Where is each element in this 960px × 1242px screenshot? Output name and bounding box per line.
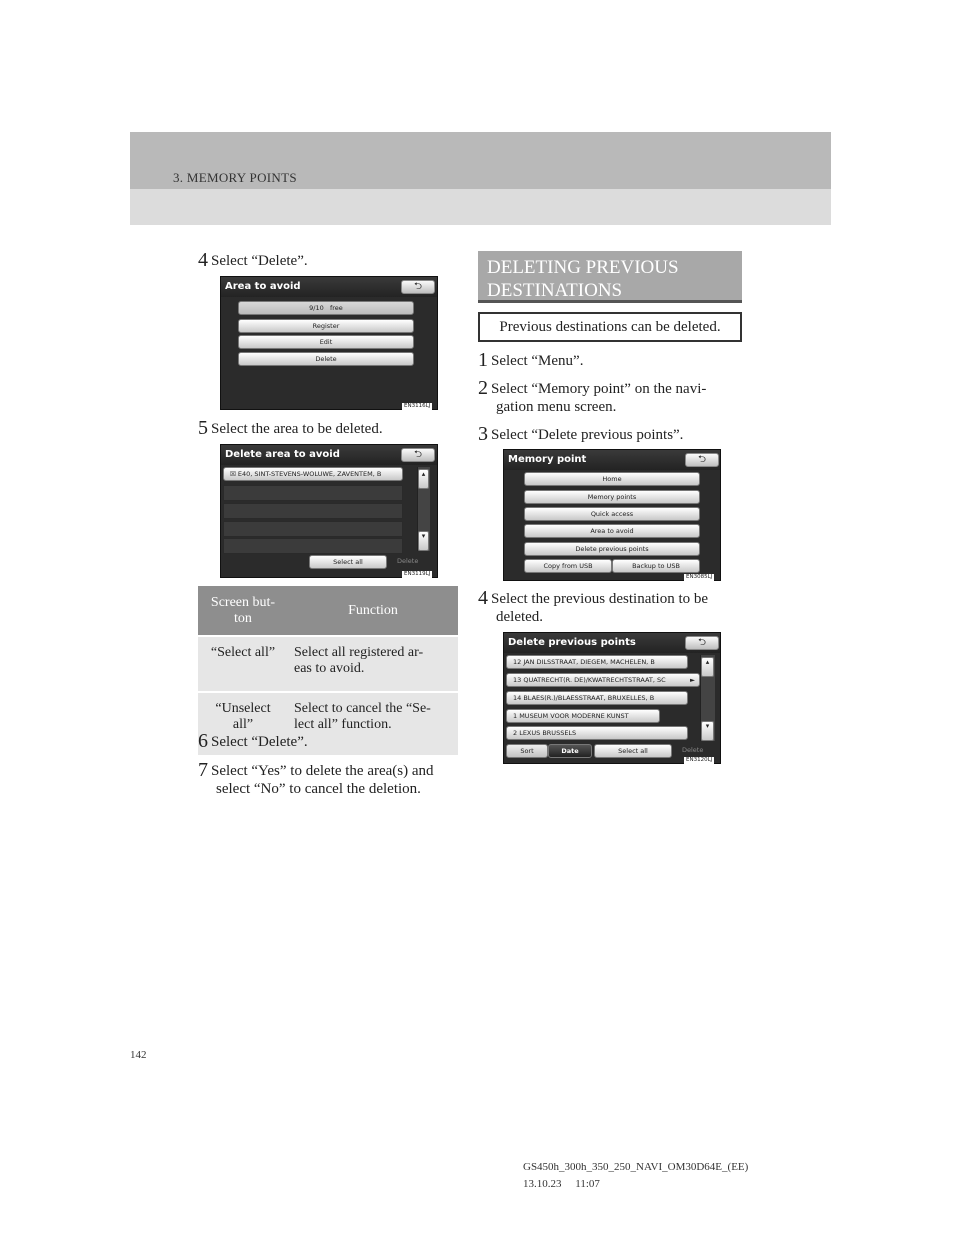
- up-arrow-icon: ▴: [705, 658, 710, 666]
- screen-code: EN3119LJ: [404, 571, 431, 577]
- table-row: [198, 636, 458, 692]
- screen-title: Delete area to avoid: [221, 445, 437, 465]
- column-header: Screen but- ton: [198, 586, 288, 636]
- screen-code: EN3116LJ: [404, 403, 431, 409]
- step-number: 5: [198, 417, 208, 439]
- step-text: Select the area to be deleted.: [211, 421, 383, 437]
- return-arrow-icon: ⮌: [413, 281, 422, 292]
- copy-from-usb-button[interactable]: Copy from USB: [524, 559, 612, 573]
- play-arrow-icon: ►: [690, 676, 695, 684]
- area-item-label: E40, SINT-STEVENS-WOLUWE, ZAVENTEM, B: [237, 470, 382, 478]
- table-cell-function: Select all registered ar- eas to avoid.: [288, 636, 458, 692]
- destination-list-item[interactable]: [506, 673, 700, 687]
- step-1-right: [478, 351, 583, 370]
- destination-list-item[interactable]: 2 LEXUS BRUSSELS: [506, 726, 688, 740]
- step-text: Select “Yes” to delete the area(s) and: [211, 763, 434, 779]
- screen-memory-point: [503, 449, 721, 581]
- step-number: 2: [478, 377, 488, 399]
- page-header: [130, 132, 831, 225]
- step-3-right: [478, 425, 683, 444]
- step-number: 4: [478, 587, 488, 609]
- empty-row: [223, 538, 403, 554]
- destination-list-item[interactable]: 14 BLAES(R.)/BLAESSTRAAT, BRUXELLES, B: [506, 691, 688, 705]
- section-lead: Previous destinations can be deleted.: [478, 312, 742, 342]
- section-title-line: DELETING PREVIOUS: [487, 257, 679, 278]
- select-all-button[interactable]: Select all: [594, 744, 672, 758]
- step-number: 7: [198, 759, 208, 781]
- down-arrow-icon: ▾: [705, 722, 710, 730]
- destination-list-item[interactable]: 1 MUSEUM VOOR MODERNE KUNST: [506, 709, 660, 723]
- quick-access-button[interactable]: Quick access: [524, 507, 700, 521]
- step-number: 1: [478, 349, 488, 371]
- return-arrow-icon: ⮌: [697, 637, 706, 648]
- scroll-up-button[interactable]: [701, 657, 714, 677]
- destination-item-label: 13 QUATRECHT(R. DE)/KWATRECHTSTRAAT, SC: [513, 676, 666, 684]
- count-value: 9/10: [309, 304, 324, 312]
- screen-title: Delete previous points: [504, 633, 720, 653]
- screen-code: EN3120LJ: [686, 757, 713, 763]
- step-text: Select “Delete”.: [211, 253, 308, 269]
- step-text: Select the previous destination to be: [491, 591, 709, 607]
- down-arrow-icon: ▾: [421, 532, 426, 540]
- section-title: [478, 251, 742, 303]
- screen-area-to-avoid: [220, 276, 438, 410]
- step-text: Select “Menu”.: [491, 353, 584, 369]
- select-all-button[interactable]: Select all: [309, 555, 387, 569]
- step-number: 4: [198, 249, 208, 271]
- section-title-line: DESTINATIONS: [487, 280, 623, 301]
- free-label: free: [329, 304, 343, 312]
- sort-button[interactable]: Sort: [506, 744, 548, 758]
- empty-row: [223, 521, 403, 537]
- area-list-item[interactable]: [223, 467, 403, 481]
- delete-button[interactable]: Delete: [238, 352, 414, 366]
- return-arrow-icon: ⮌: [697, 454, 706, 465]
- scroll-down-button[interactable]: [418, 531, 429, 551]
- step-4-right: [478, 589, 708, 626]
- checked-icon: ☒: [230, 470, 236, 478]
- step-text: Select “Memory point” on the navi-: [491, 381, 707, 397]
- step-text-continued: deleted.: [496, 609, 544, 625]
- empty-row: [223, 485, 403, 501]
- screen-delete-previous-points: [503, 632, 721, 764]
- return-arrow-icon: ⮌: [413, 449, 422, 460]
- step-6-left: [198, 732, 308, 751]
- step-number: 3: [478, 423, 488, 445]
- back-button[interactable]: [401, 448, 435, 462]
- step-text: Select “Delete previous points”.: [491, 427, 684, 443]
- step-text: Select “Delete”.: [211, 734, 308, 750]
- column-header: Function: [288, 586, 458, 636]
- home-button[interactable]: Home: [524, 472, 700, 486]
- doc-id: GS450h_300h_350_250_NAVI_OM30D64E_(EE): [523, 1161, 749, 1173]
- table-cell-button: “Select all”: [198, 636, 288, 692]
- delete-button-disabled[interactable]: Delete: [397, 557, 419, 565]
- destination-list-item[interactable]: 12 JAN DILSSTRAAT, DIEGEM, MACHELEN, B: [506, 655, 688, 669]
- register-button[interactable]: Register: [238, 319, 414, 333]
- date-sort-tab[interactable]: Date: [548, 744, 592, 758]
- backup-to-usb-button[interactable]: Backup to USB: [612, 559, 700, 573]
- table-cell-button: “Unselect all”: [198, 692, 288, 755]
- area-to-avoid-button[interactable]: Area to avoid: [524, 524, 700, 538]
- back-button[interactable]: [685, 636, 719, 650]
- step-text-continued: select “No” to cancel the deletion.: [216, 781, 421, 797]
- back-button[interactable]: [401, 280, 435, 294]
- step-number: 6: [198, 730, 208, 752]
- scroll-up-button[interactable]: [418, 469, 429, 489]
- edit-button[interactable]: Edit: [238, 335, 414, 349]
- back-button[interactable]: [685, 453, 719, 467]
- table-header-row: [198, 586, 458, 636]
- step-4-left: [198, 251, 308, 270]
- scroll-down-button[interactable]: [701, 721, 714, 741]
- delete-previous-points-button[interactable]: Delete previous points: [524, 542, 700, 556]
- page-number: 142: [130, 1049, 147, 1061]
- screen-code: EN3085LJ: [686, 574, 713, 580]
- table-cell-function: Select to cancel the “Se- lect all” function.: [288, 692, 458, 755]
- delete-button-disabled[interactable]: Delete: [682, 746, 704, 754]
- step-7-left: [198, 761, 434, 798]
- function-table: [198, 586, 458, 755]
- memory-points-button[interactable]: Memory points: [524, 490, 700, 504]
- step-5-left: [198, 419, 383, 438]
- header-title: 3. MEMORY POINTS: [173, 170, 297, 185]
- empty-row: [223, 503, 403, 519]
- doc-datetime: 13.10.23 11:07: [523, 1178, 600, 1190]
- screen-title: Area to avoid: [221, 277, 437, 297]
- step-2-right: [478, 379, 706, 416]
- screen-delete-area-to-avoid: [220, 444, 438, 578]
- screen-title: Memory point: [504, 450, 720, 470]
- step-text-continued: gation menu screen.: [496, 399, 617, 415]
- up-arrow-icon: ▴: [421, 470, 426, 478]
- count-display: [238, 301, 414, 315]
